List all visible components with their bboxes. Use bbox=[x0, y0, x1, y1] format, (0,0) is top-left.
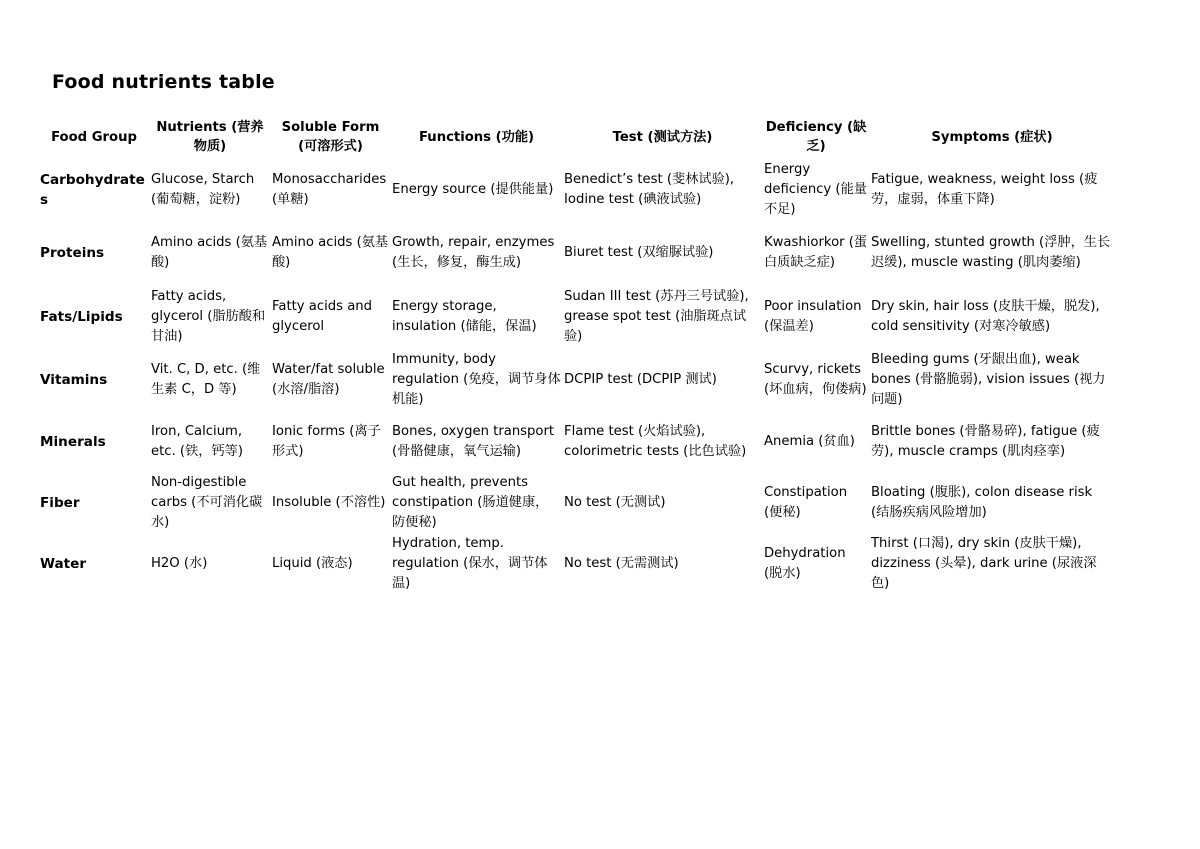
column-header-deficiency: Deficiency (缺乏) bbox=[765, 120, 867, 154]
nutrients-cell: Glucose, Starch (葡萄糖，淀粉) bbox=[151, 172, 255, 207]
symptoms-cell: Fatigue, weakness, weight loss (疲劳，虚弱，体重下降) bbox=[871, 172, 1098, 207]
table-row bbox=[38, 533, 1114, 595]
functions-cell: Immunity, body regulation (免疫，调节身体机能) bbox=[392, 352, 561, 407]
table-row bbox=[38, 221, 1114, 285]
table-row bbox=[38, 159, 1114, 221]
soluble-form-cell: Liquid (液态) bbox=[272, 556, 353, 571]
functions-cell: Energy source (提供能量) bbox=[392, 182, 554, 197]
deficiency-cell: Energy deficiency (能量不足) bbox=[764, 162, 867, 217]
test-cell: Flame test (火焰试验), colorimetric tests (比色试验) bbox=[564, 424, 747, 459]
page-title: Food nutrients table bbox=[52, 71, 275, 93]
soluble-form-cell: Insoluble (不溶性) bbox=[272, 495, 386, 510]
deficiency-cell: Constipation (便秘) bbox=[764, 485, 848, 520]
nutrients-cell: Vit. C, D, etc. (维生素 C，D 等) bbox=[151, 362, 261, 397]
symptoms-cell: Thirst (口渴), dry skin (皮肤干燥), dizziness (头晕), dark urine (尿液深色) bbox=[871, 536, 1097, 591]
food-group-cell: Water bbox=[40, 556, 87, 572]
food-group-cell: Proteins bbox=[40, 245, 105, 261]
column-header-functions: Functions (功能) bbox=[418, 129, 535, 145]
nutrients-cell: Amino acids (氨基酸) bbox=[151, 235, 268, 270]
functions-cell: Bones, oxygen transport (骨骼健康，氧气运输) bbox=[392, 424, 555, 459]
deficiency-cell: Dehydration (脱水) bbox=[764, 546, 846, 581]
functions-cell: Energy storage, insulation (储能，保温) bbox=[392, 299, 537, 334]
functions-cell: Gut health, prevents constipation (肠道健康，防便秘) bbox=[392, 475, 549, 530]
food-group-cell: Minerals bbox=[40, 434, 106, 450]
soluble-form-cell: Amino acids (氨基酸) bbox=[272, 235, 389, 270]
food-group-cell: Fats/Lipids bbox=[40, 309, 123, 325]
column-header-test: Test (测试方法) bbox=[612, 129, 713, 145]
test-cell: No test (无测试) bbox=[564, 495, 666, 510]
deficiency-cell: Anemia (贫血) bbox=[764, 434, 855, 449]
table-row bbox=[38, 349, 1114, 411]
deficiency-cell: Kwashiorkor (蛋白质缺乏症) bbox=[764, 235, 868, 270]
test-cell: Sudan III test (苏丹三号试验), grease spot test (油脂斑点试验) bbox=[564, 289, 749, 344]
table-header-row bbox=[38, 115, 1114, 159]
functions-cell: Hydration, temp. regulation (保水，调节体温) bbox=[392, 536, 548, 591]
symptoms-cell: Bleeding gums (牙龈出血), weak bones (骨骼脆弱), vision issues (视力问题) bbox=[871, 352, 1106, 407]
deficiency-cell: Poor insulation (保温差) bbox=[764, 299, 862, 334]
deficiency-cell: Scurvy, rickets (坏血病，佝偻病) bbox=[764, 362, 867, 397]
nutrients-cell: Non-digestible carbs (不可消化碳水) bbox=[151, 475, 263, 530]
column-header-symptoms: Symptoms (症状) bbox=[931, 129, 1053, 145]
food-group-cell: Carbohydrates bbox=[40, 172, 145, 208]
test-cell: Benedict’s test (斐林试验), Iodine test (碘液试验) bbox=[564, 172, 735, 207]
column-header-nutrients: Nutrients (营养物质) bbox=[156, 120, 264, 154]
food-group-cell: Fiber bbox=[40, 495, 80, 511]
soluble-form-cell: Water/fat soluble (水溶/脂溶) bbox=[272, 362, 385, 397]
test-cell: No test (无需测试) bbox=[564, 556, 679, 571]
symptoms-cell: Swelling, stunted growth (浮肿，生长迟缓), muscle wasting (肌肉萎缩) bbox=[871, 235, 1111, 270]
symptoms-cell: Brittle bones (骨骼易碎), fatigue (疲劳), muscle cramps (肌肉痉挛) bbox=[871, 424, 1100, 459]
nutrients-cell: Iron, Calcium, etc. (铁，钙等) bbox=[151, 424, 243, 459]
soluble-form-cell: Fatty acids and glycerol bbox=[272, 299, 373, 334]
nutrients-cell: H2O (水) bbox=[151, 556, 208, 571]
symptoms-cell: Bloating (腹胀), colon disease risk (结肠疾病风险增加) bbox=[871, 485, 1093, 520]
nutrients-cell: Fatty acids, glycerol (脂肪酸和甘油) bbox=[151, 289, 266, 344]
nutrients-table bbox=[38, 115, 1114, 595]
functions-cell: Growth, repair, enzymes (生长，修复，酶生成) bbox=[392, 235, 555, 270]
column-header-food-group: Food Group bbox=[51, 129, 137, 145]
food-group-cell: Vitamins bbox=[40, 372, 108, 388]
table-row bbox=[38, 285, 1114, 349]
table-row bbox=[38, 473, 1114, 533]
test-cell: DCPIP test (DCPIP 测试) bbox=[564, 372, 717, 387]
test-cell: Biuret test (双缩脲试验) bbox=[564, 245, 714, 260]
column-header-soluble-form: Soluble Form (可溶形式) bbox=[281, 120, 380, 154]
soluble-form-cell: Monosaccharides (单糖) bbox=[272, 172, 387, 207]
table-row bbox=[38, 411, 1114, 473]
symptoms-cell: Dry skin, hair loss (皮肤干燥，脱发), cold sensitivity (对寒冷敏感) bbox=[871, 299, 1100, 334]
soluble-form-cell: Ionic forms (离子形式) bbox=[272, 424, 381, 459]
